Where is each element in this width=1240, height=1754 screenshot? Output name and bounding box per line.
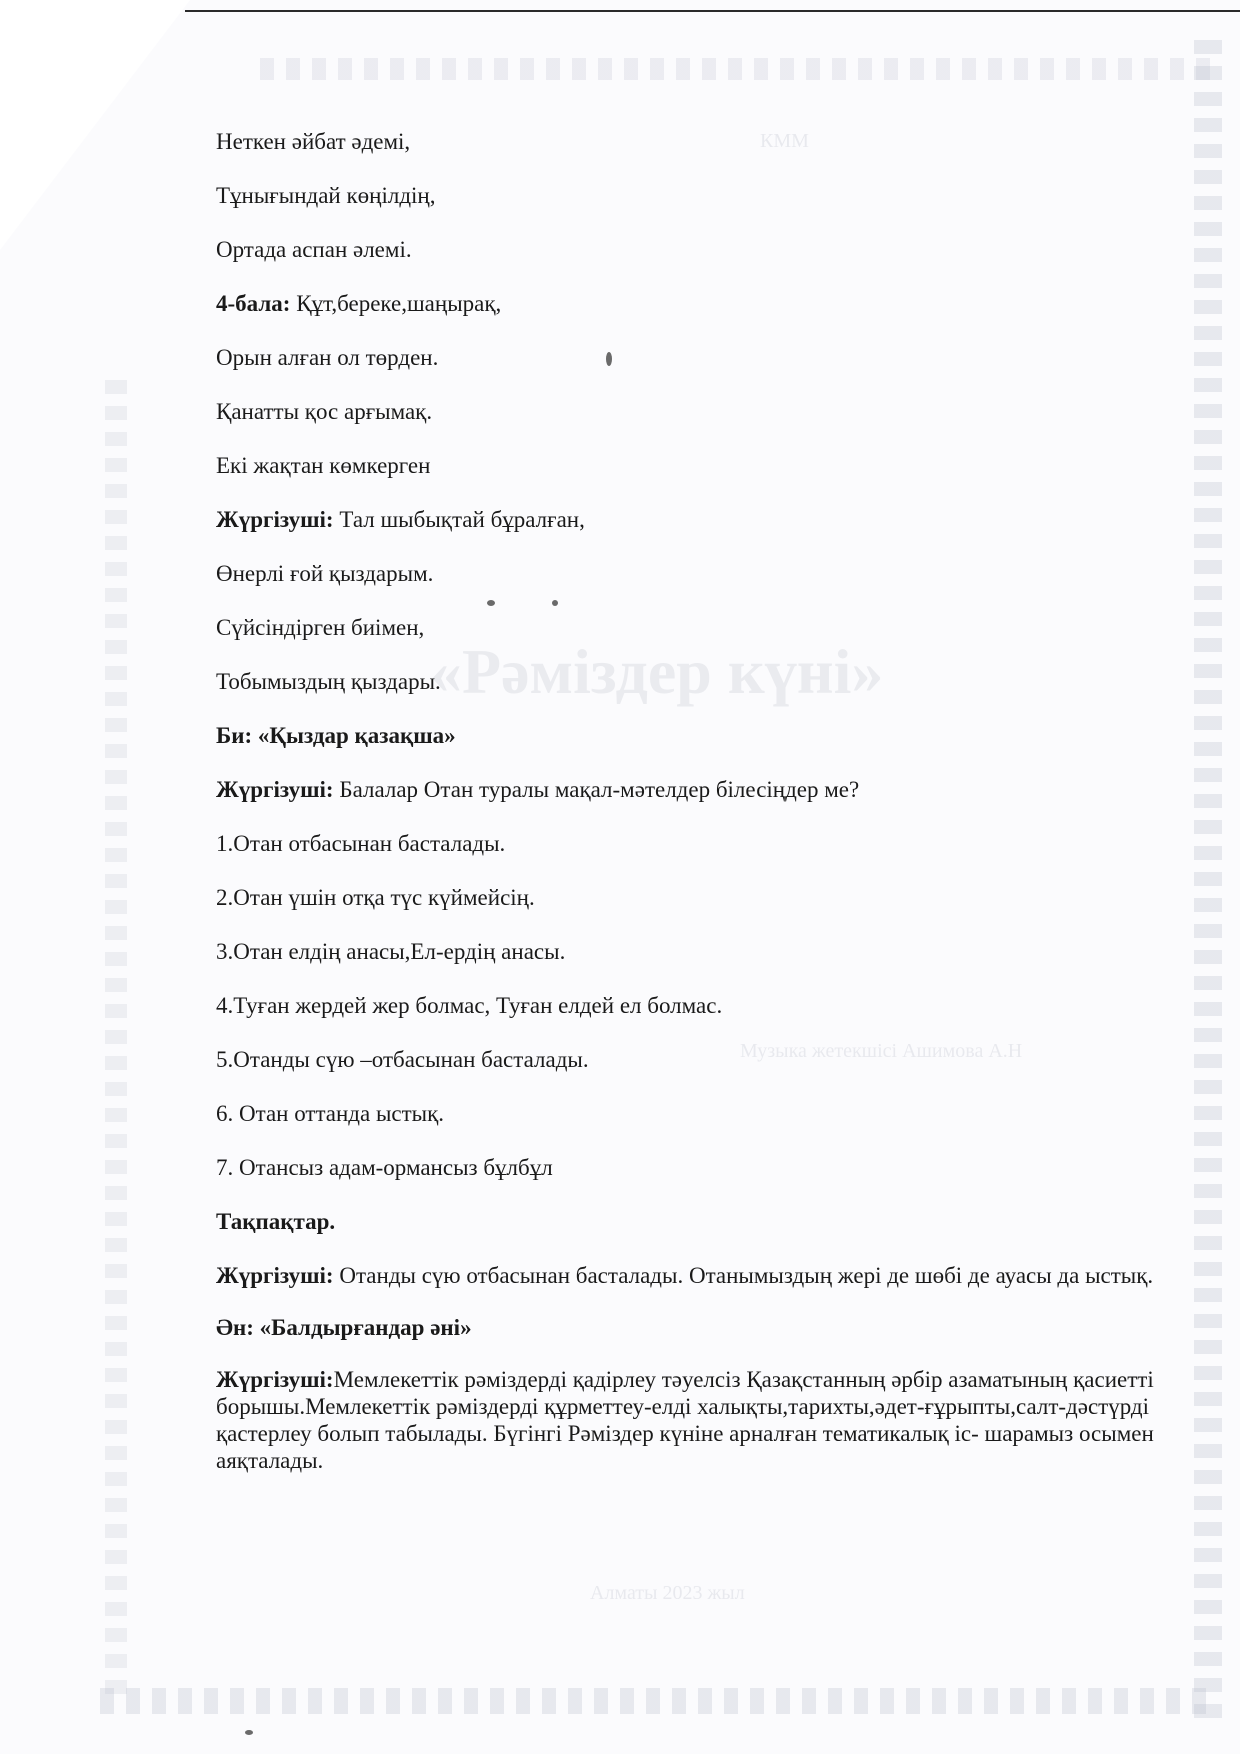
proverb-line bbox=[216, 938, 1176, 965]
host-paragraph-1 bbox=[216, 1262, 1176, 1289]
page-top-edge bbox=[185, 10, 1240, 12]
speaker-label: Жүргізуші: bbox=[216, 507, 334, 532]
line-text: Балалар Отан туралы мақал-мәтелдер білесіңдер ме? bbox=[333, 777, 860, 802]
text-line bbox=[216, 560, 1176, 587]
line-text: 7. Отансыз адам-ормансыз бұлбұл bbox=[216, 1155, 553, 1180]
line-text: 4.Туған жердей жер болмас, Туған елдей ел болмас. bbox=[216, 993, 723, 1018]
show-through-border-top bbox=[260, 58, 1220, 80]
line-text: Тобымыздың қыздары. bbox=[216, 669, 441, 694]
line-text: 6. Отан оттанда ыстық. bbox=[216, 1101, 445, 1126]
section-heading: Би: «Қыздар қазақша» bbox=[216, 723, 456, 748]
show-through-border-left bbox=[105, 380, 127, 1700]
speaker-label: Жүргізуші: bbox=[216, 777, 334, 802]
line-text: Тал шыбықтай бұралған, bbox=[333, 507, 585, 532]
line-text: Қанатты қос арғымақ. bbox=[216, 399, 433, 424]
proverb-line bbox=[216, 884, 1176, 911]
line-text: 3.Отан елдің анасы,Ел-ердің анасы. bbox=[216, 939, 566, 964]
text-line bbox=[216, 344, 1176, 371]
line-text: 2.Отан үшін отқа түс күймейсің. bbox=[216, 885, 535, 910]
text-line bbox=[216, 452, 1176, 479]
text-line bbox=[216, 236, 1176, 263]
proverb-line bbox=[216, 1100, 1176, 1127]
speaker-label: Жүргізуші: bbox=[216, 1263, 334, 1288]
line-text: Сүйсіндірген биімен, bbox=[216, 615, 425, 640]
line-text: Ортада аспан әлемі. bbox=[216, 237, 412, 262]
text-line bbox=[216, 668, 1176, 695]
line-text: Екі жақтан көмкерген bbox=[216, 453, 431, 478]
line-text: Тұнығындай көңілдің, bbox=[216, 183, 436, 208]
scan-speck bbox=[245, 1730, 253, 1735]
line-text: 5.Отанды сүю –отбасынан басталады. bbox=[216, 1047, 589, 1072]
text-line bbox=[216, 776, 1176, 803]
document-body bbox=[216, 128, 1176, 1499]
folded-corner bbox=[0, 0, 190, 250]
text-line bbox=[216, 614, 1176, 641]
show-through-teacher: Музыка жетекшісі Ашимова А.Н bbox=[740, 1040, 1023, 1062]
host-paragraph-2 bbox=[216, 1366, 1176, 1474]
show-through-border-right bbox=[1194, 40, 1222, 1720]
scan-speck bbox=[487, 600, 495, 606]
section-heading: Ән: «Балдырғандар әні» bbox=[216, 1315, 472, 1340]
paragraph-text: Мемлекеттік рәміздерді қадірлеу тәуелсіз Қазақстанның әрбір азаматының қасиетті борышы.Мемлекеттік рәміздерді құрметтеу-елді халықты,тарихты,әдет-ғұрыпты,салт-дәстүрді қастерлеу болып табылады. Бүгінгі Рәміздер күніне арналған тематикалық іс- шарамыз осымен аяқталады. bbox=[216, 1367, 1154, 1473]
show-through-title: «Рәміздер күні» bbox=[430, 636, 884, 707]
line-text: Орын алған ол төрден. bbox=[216, 345, 439, 370]
section-heading: Тақпақтар. bbox=[216, 1209, 336, 1234]
text-line bbox=[216, 398, 1176, 425]
text-line bbox=[216, 182, 1176, 209]
line-text: Құт,береке,шаңырақ, bbox=[290, 291, 502, 316]
line-text: Неткен әйбат әдемі, bbox=[216, 129, 411, 154]
text-line bbox=[216, 290, 1176, 317]
paragraph-text: Отанды сүю отбасынан басталады. Отанымыздың жері де шөбі де ауасы да ыстық. bbox=[333, 1263, 1154, 1288]
scan-speck bbox=[552, 600, 558, 606]
song-heading bbox=[216, 1314, 1176, 1341]
text-line bbox=[216, 1208, 1176, 1235]
proverb-line bbox=[216, 1046, 1176, 1073]
line-text: Өнерлі ғой қыздарым. bbox=[216, 561, 434, 586]
speaker-label: Жүргізуші: bbox=[216, 1367, 334, 1392]
text-line bbox=[216, 506, 1176, 533]
text-line bbox=[216, 128, 1176, 155]
proverb-line bbox=[216, 1154, 1176, 1181]
show-through-header: КММ bbox=[760, 130, 809, 152]
scan-speck bbox=[606, 352, 612, 366]
show-through-footer: Алматы 2023 жыл bbox=[590, 1582, 745, 1604]
line-text: 1.Отан отбасынан басталады. bbox=[216, 831, 506, 856]
proverb-line bbox=[216, 992, 1176, 1019]
show-through-border-bottom bbox=[100, 1688, 1210, 1714]
text-line bbox=[216, 722, 1176, 749]
speaker-label: 4-бала: bbox=[216, 291, 291, 316]
proverb-line bbox=[216, 830, 1176, 857]
